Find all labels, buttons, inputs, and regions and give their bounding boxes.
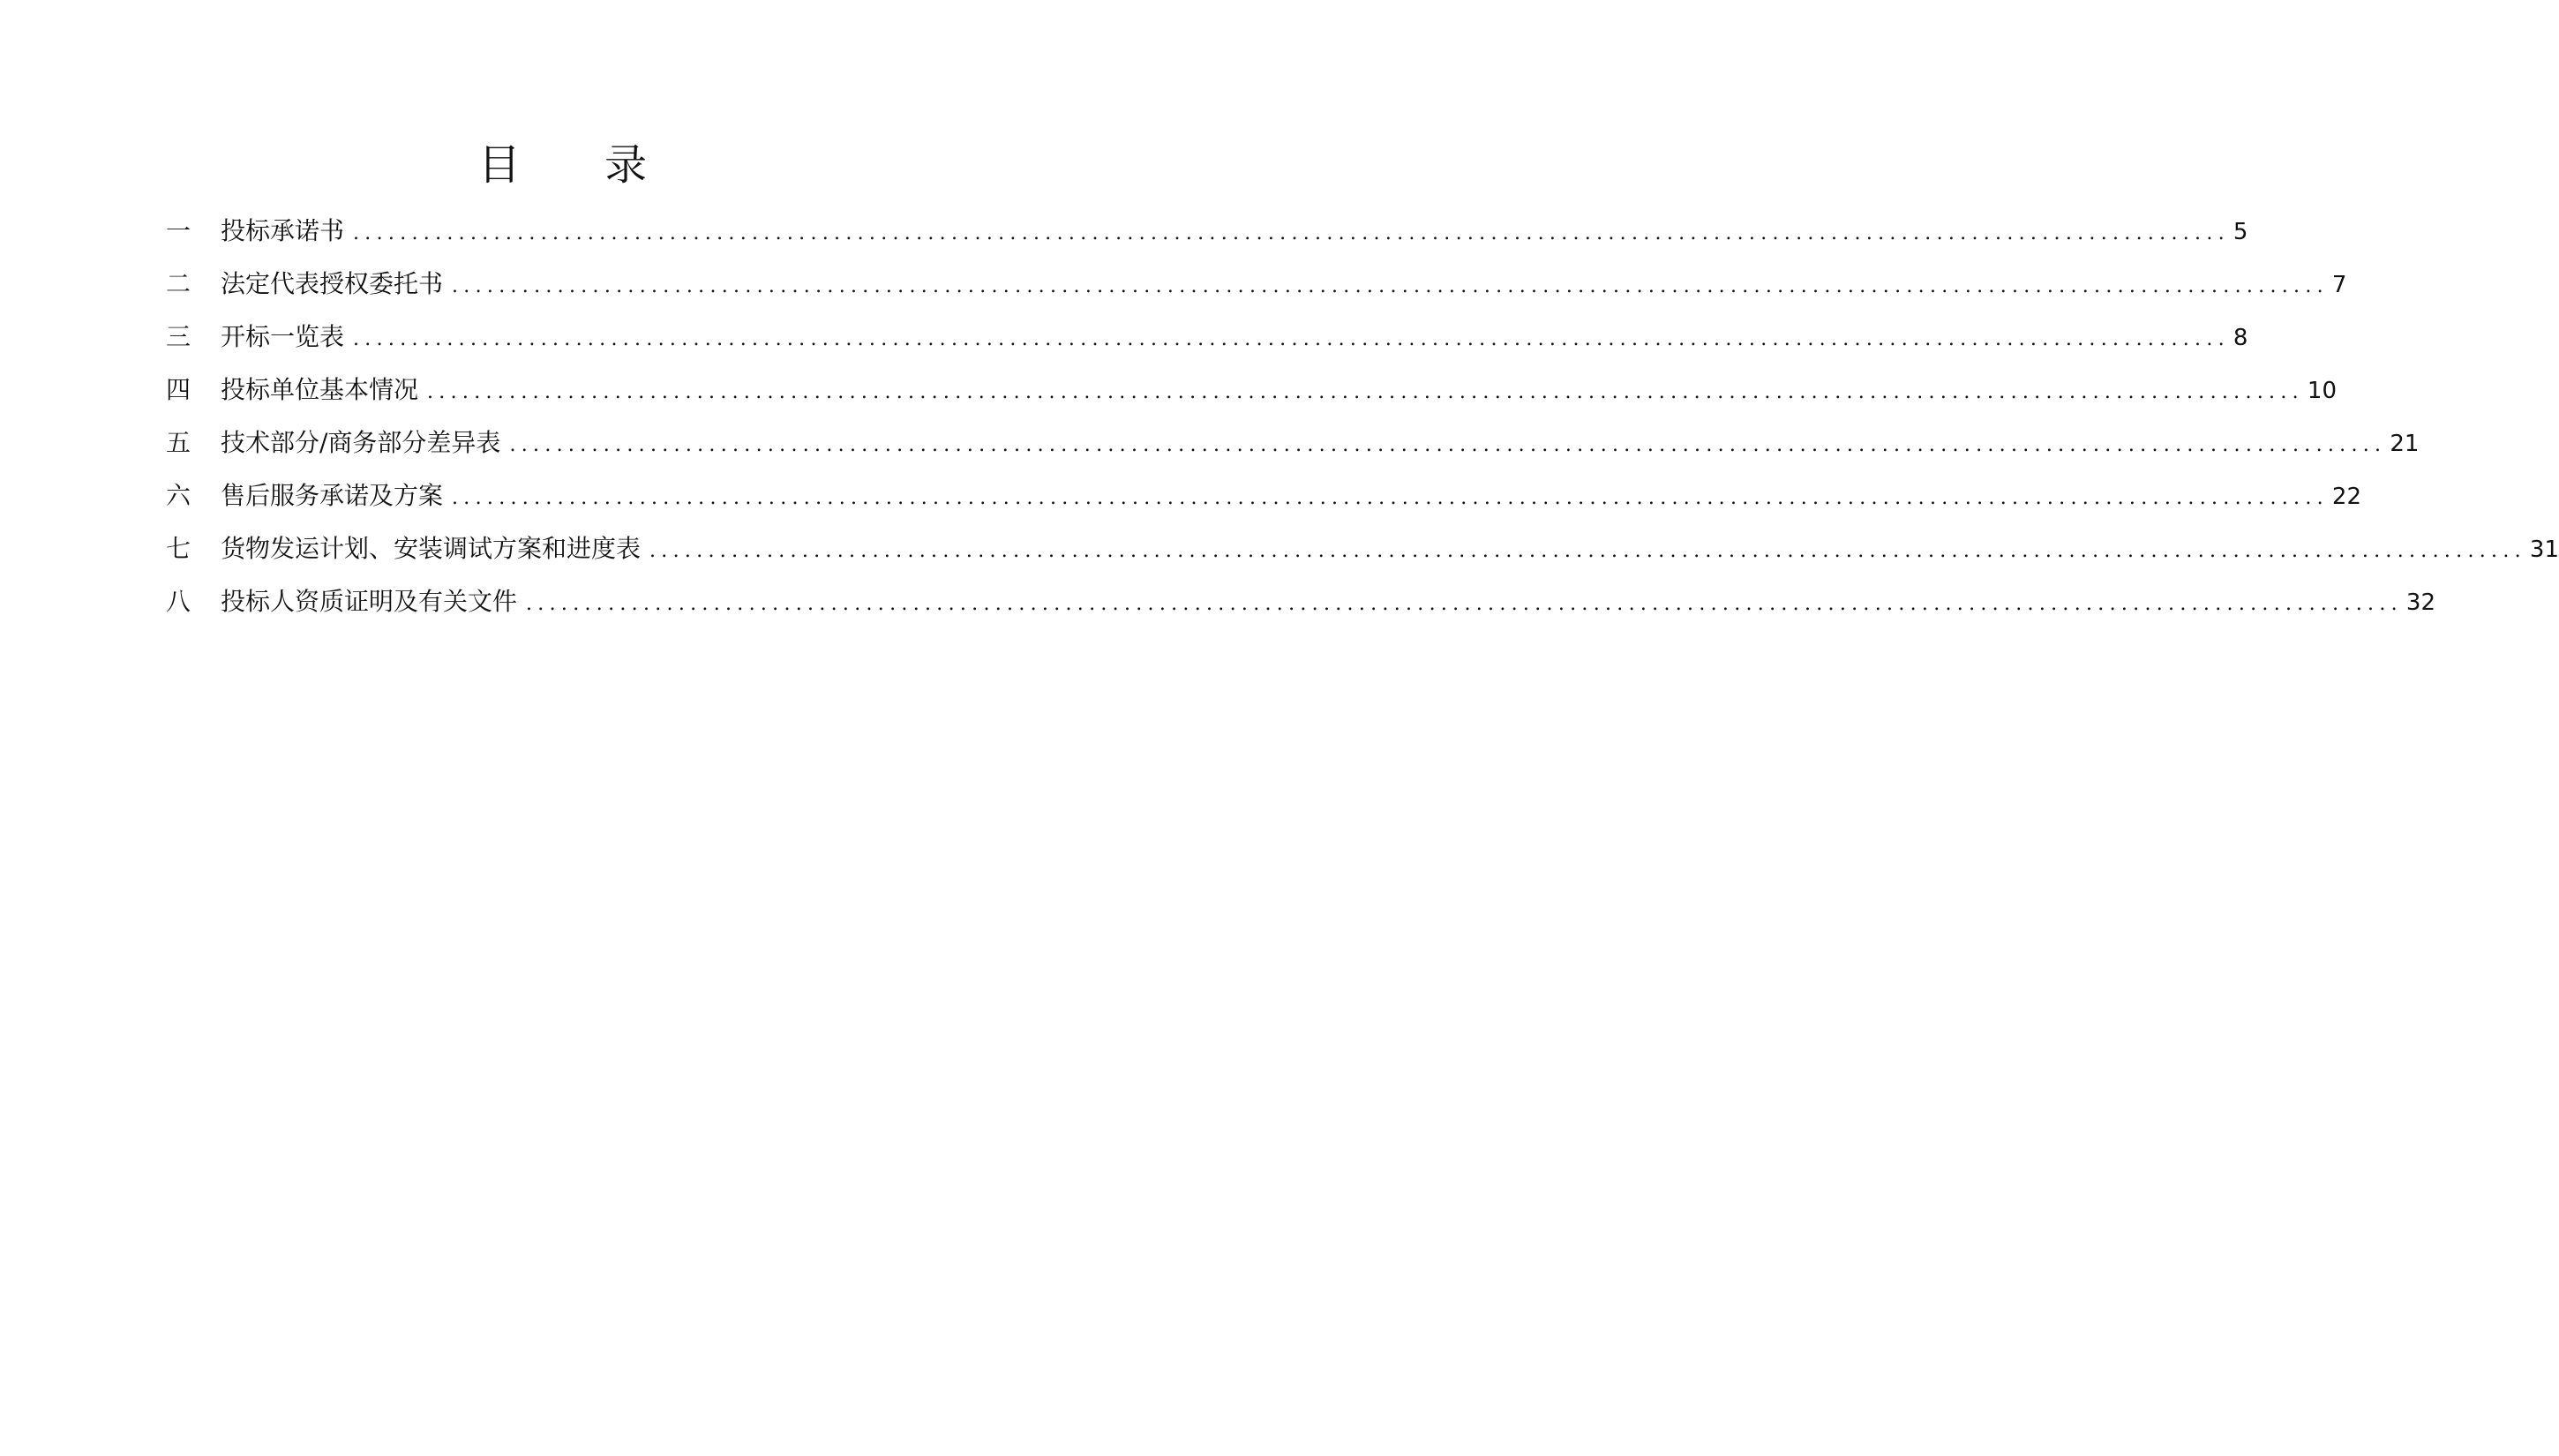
toc-list xyxy=(166,212,2559,635)
dot-leader: ................................................................................................................................................................ xyxy=(452,487,2329,509)
toc-entry[interactable] xyxy=(166,582,2436,635)
toc-title: 目 录 xyxy=(477,140,683,190)
toc-entry-number: 八 xyxy=(166,587,191,616)
toc-entry-page: 7 xyxy=(2331,272,2347,298)
toc-entry-number: 三 xyxy=(166,322,191,351)
toc-entry-page: 5 xyxy=(2233,219,2248,245)
toc-entry-page: 10 xyxy=(2307,378,2338,404)
toc-entry[interactable] xyxy=(166,424,2420,477)
toc-entry-label: 技术部分/商务部分差异表 xyxy=(221,428,501,457)
toc-entry-label: 货物发运计划、安装调试方案和进度表 xyxy=(221,534,642,563)
toc-entry[interactable] xyxy=(166,529,2559,582)
toc-entry-number: 五 xyxy=(166,428,191,457)
dot-leader: ................................................................................................................................................................ xyxy=(353,328,2230,350)
toc-entry-number: 七 xyxy=(166,534,191,563)
toc-entry-number: 二 xyxy=(166,269,191,298)
toc-entry-page: 22 xyxy=(2331,484,2362,510)
toc-entry-label: 投标承诺书 xyxy=(221,216,345,245)
toc-entry-page: 21 xyxy=(2390,431,2420,457)
toc-entry-number: 四 xyxy=(166,375,191,404)
toc-entry-page: 32 xyxy=(2405,589,2436,616)
toc-entry-label: 投标单位基本情况 xyxy=(221,375,419,404)
dot-leader: ................................................................................................................................................................ xyxy=(526,593,2403,615)
toc-entry[interactable] xyxy=(166,265,2347,318)
toc-entry-number: 一 xyxy=(166,216,191,245)
toc-entry-label: 法定代表授权委托书 xyxy=(221,269,444,298)
toc-entry-label: 售后服务承诺及方案 xyxy=(221,481,444,510)
dot-leader: ................................................................................................................................................................ xyxy=(427,381,2304,403)
toc-entry[interactable] xyxy=(166,371,2338,424)
toc-entry-label: 投标人资质证明及有关文件 xyxy=(221,587,518,616)
dot-leader: ................................................................................................................................................................ xyxy=(452,275,2329,297)
dot-leader: ................................................................................................................................................................ xyxy=(353,222,2230,244)
toc-entry[interactable] xyxy=(166,477,2362,529)
toc-entry-label: 开标一览表 xyxy=(221,322,345,351)
toc-entry-page: 8 xyxy=(2233,325,2248,351)
toc-entry[interactable] xyxy=(166,318,2248,371)
toc-entry[interactable] xyxy=(166,212,2248,265)
dot-leader: ................................................................................................................................................................ xyxy=(649,540,2526,562)
toc-entry-page: 31 xyxy=(2529,537,2559,563)
toc-entry-number: 六 xyxy=(166,481,191,510)
dot-leader: ................................................................................................................................................................ xyxy=(509,434,2387,456)
